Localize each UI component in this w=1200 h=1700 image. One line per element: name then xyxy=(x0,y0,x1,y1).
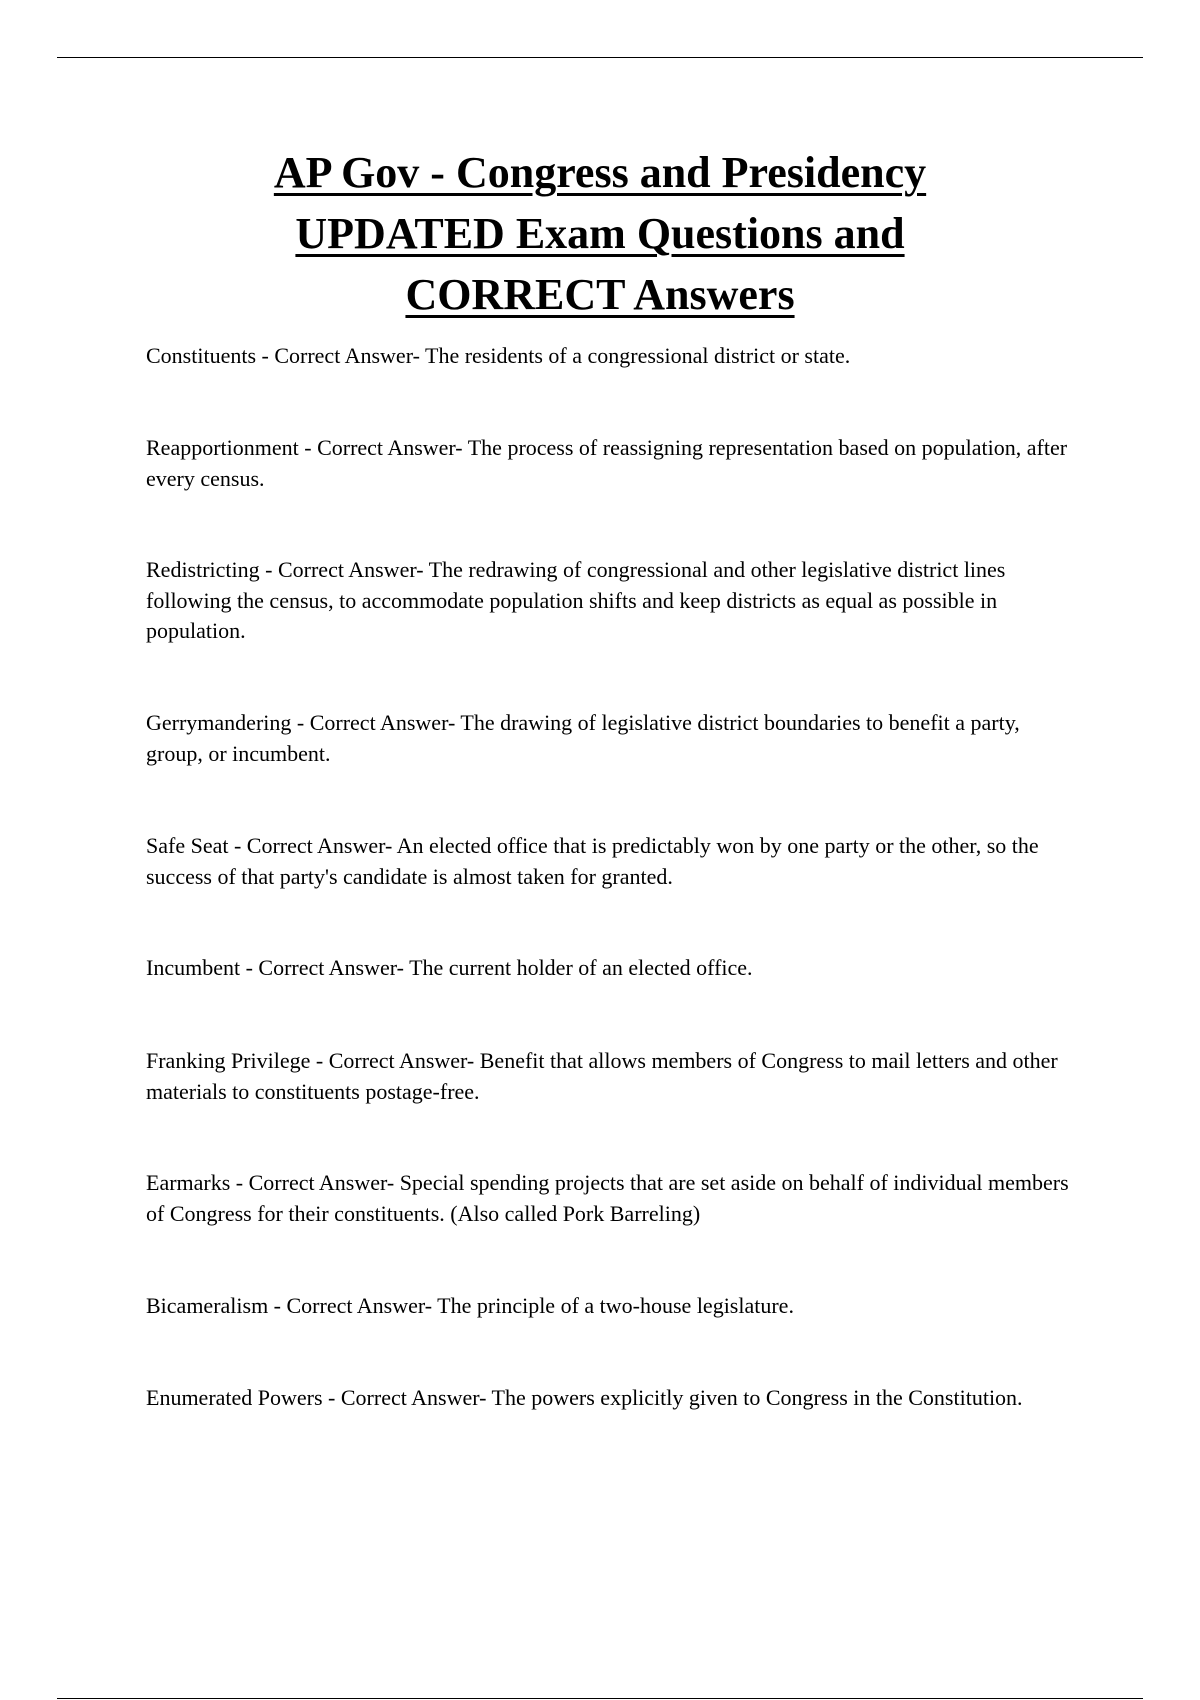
document-title xyxy=(150,142,1050,325)
entry-safe-seat: Safe Seat - Correct Answer- An elected office that is predictably won by one party or the other, so the success of that party's candidate is almost taken for granted. xyxy=(146,833,1039,889)
entry-bicameralism: Bicameralism - Correct Answer- The principle of a two-house legislature. xyxy=(146,1293,794,1318)
entry-franking-privilege: Franking Privilege - Correct Answer- Benefit that allows members of Congress to mail letters and other materials to constituents postage-free. xyxy=(146,1048,1058,1104)
bottom-rule xyxy=(57,1698,1143,1699)
title-line-2: UPDATED Exam Questions and xyxy=(295,209,905,258)
title-line-1: AP Gov - Congress and Presidency xyxy=(273,148,927,197)
entry-gerrymandering: Gerrymandering - Correct Answer- The drawing of legislative district boundaries to benefit a party, group, or incumbent. xyxy=(146,710,1020,766)
entry-incumbent: Incumbent - Correct Answer- The current holder of an elected office. xyxy=(146,955,753,980)
entry-reapportionment: Reapportionment - Correct Answer- The process of reassigning representation based on population, after every census. xyxy=(146,435,1068,491)
entry-redistricting: Redistricting - Correct Answer- The redrawing of congressional and other legislative district lines following the census, to accommodate population shifts and keep districts as equal as possible in population. xyxy=(146,557,1006,643)
entry-constituents: Constituents - Correct Answer- The residents of a congressional district or state. xyxy=(146,343,851,368)
title-line-3: CORRECT Answers xyxy=(405,270,795,319)
top-rule xyxy=(57,57,1143,58)
entry-enumerated-powers: Enumerated Powers - Correct Answer- The powers explicitly given to Congress in the Constitution. xyxy=(146,1385,1023,1410)
entry-earmarks: Earmarks - Correct Answer- Special spending projects that are set aside on behalf of individual members of Congress for their constituents. (Also called Pork Barreling) xyxy=(146,1170,1069,1226)
